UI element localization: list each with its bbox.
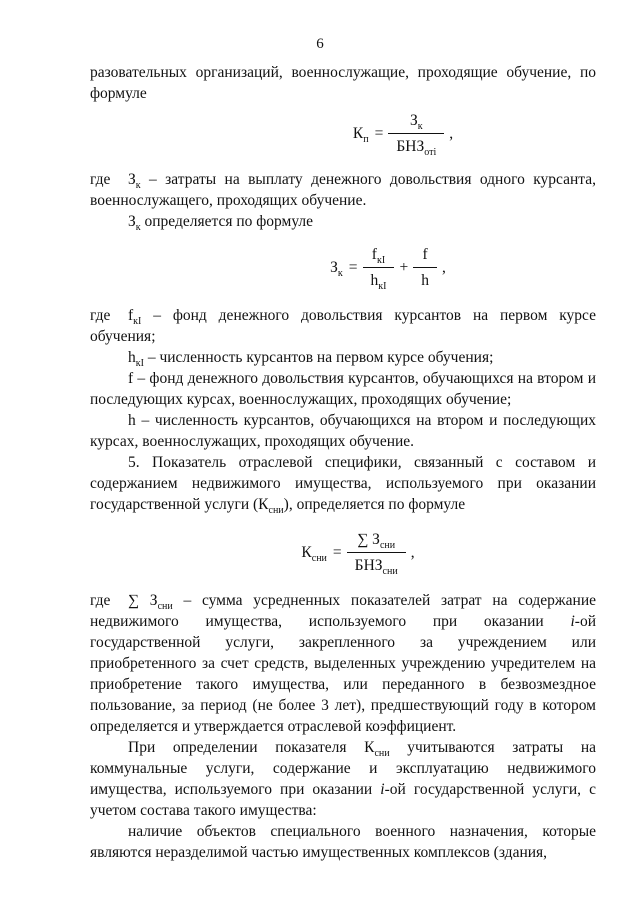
formula-lhs: $З_к$ [330,259,343,280]
numerator: $З_к$ [409,112,423,133]
paragraph-6: При определении показателя $К_{сни}$ учитываются затраты на коммунальные услуги, содержание и эксплуатацию недвижимого имущества, используемого при оказании i-ой государственной услуги, с учетом состава такого имущества: [90,739,596,819]
numerator: f [422,246,428,263]
fraction [413,244,437,291]
where-label: где [90,171,111,188]
denominator: $h_{кI}$ [363,267,395,291]
denominator: h [413,267,437,291]
equals-sign: = [332,544,342,561]
where-label: где [90,592,111,609]
formula-comma: , [410,544,415,561]
formula-comma: , [449,125,454,142]
fraction [363,244,395,291]
definition-f: f – фонд денежного довольствия курсантов, обучающихся на втором и последующих курсах, военнослужащих, проходящих обучение; [90,370,596,408]
numerator: ∑ $З_{сни}$ [357,531,396,552]
definition-sum-zsni: где ∑ $З_{сни}$ – сумма усредненных показателей затрат на содержание недвижимого имущества, используемого при оказании i-ой государственной услуги, закрепленного за учреждением или приобретенного за счет средств, выделенных учреждению учредителем на приобретение такого имущества, или переданного в безвозмездное пользование, за период (не более 3 лет), предшествующий году в котором определяется и утверждается отраслевой коэффициент. [90,592,596,735]
definition-hk1: $h_{кI}$ – численность курсантов на первом курсе обучения; [128,349,494,370]
fraction [347,529,406,576]
equals-sign: = [374,125,384,142]
definition-zk: где $З_к$ – затраты на выплату денежного довольствия одного курсанта, военнослужащего, проходящих обучение. [90,171,596,209]
where-label: где [90,307,111,324]
formula-lhs: $К_п$ [352,125,369,146]
definition-fk1: где $f_{кI}$ – фонд денежного довольствия курсантов на первом курсе обучения; [90,307,596,345]
page-number: 6 [316,36,324,52]
formula-comma: , [441,259,446,276]
fraction [388,110,444,157]
numerator: $f_{кI}$ [371,246,386,267]
paragraph-5: 5. Показатель отраслевой специфики, связанный с составом и содержанием недвижимого имущества, используемого при оказании государственной услуги $(К_{сни})$, определяется по формуле [90,454,596,517]
paragraph-7: наличие объектов специального военного назначения, которые являются неразделимой частью имущественных комплексов (здания, [90,823,596,861]
formula-kp [90,110,596,157]
denominator: $БНЗ_{отi}$ [388,133,444,157]
zk-intro: $З_к$ определяется по формуле [128,213,314,234]
equals-sign: = [348,259,358,276]
paragraph: разовательных организаций, военнослужащие, проходящие обучение, по формуле [90,64,596,102]
definition-h: h – численность курсантов, обучающихся на втором и последующих курсах, военнослужащих, проходящих обучение. [90,412,596,450]
page-content [90,62,596,863]
symbol: $З_к$ [128,171,141,192]
formula-zk [90,244,596,291]
denominator: $БНЗ_{сни}$ [347,552,406,576]
plus-sign: + [399,259,409,276]
formula-ksni [90,529,596,576]
formula-lhs: $К_{сни}$ [301,544,327,565]
